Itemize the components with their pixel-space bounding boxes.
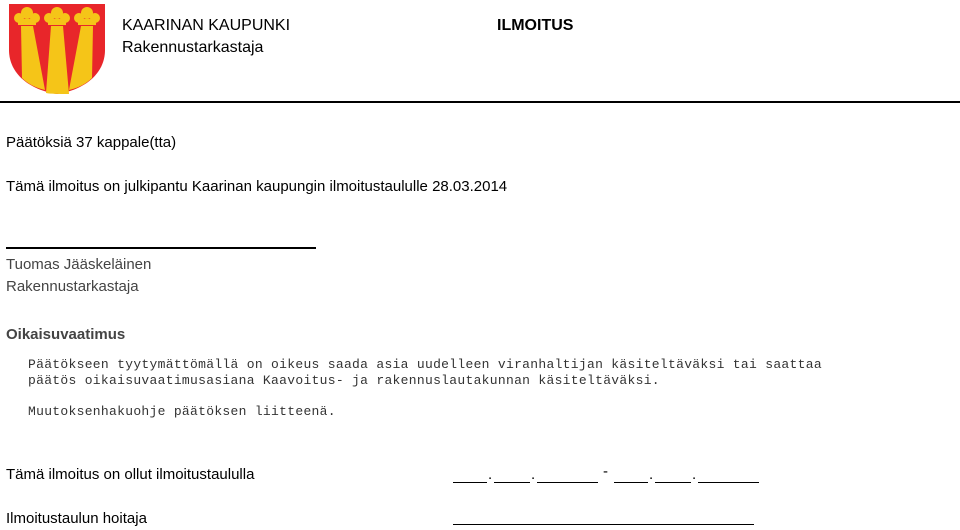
date-dot: .: [531, 466, 536, 483]
signer-title: Rakennustarkastaja: [6, 278, 139, 295]
appeal-text-line3: Muutoksenhakuohje päätöksen liitteenä.: [28, 404, 336, 419]
city-name: KAARINAN KAUPUNKI: [122, 17, 291, 34]
signature-line: [6, 247, 316, 249]
header-divider: [0, 101, 960, 103]
department-name: Rakennustarkastaja: [122, 39, 264, 56]
start-month-blank: [494, 482, 530, 483]
start-year-blank: [537, 482, 598, 483]
date-dot: .: [692, 466, 697, 483]
keeper-label: Ilmoitustaulun hoitaja: [6, 510, 147, 527]
appeal-text-line1: Päätökseen tyytymättömällä on oikeus saada asia uudelleen viranhaltijan käsiteltäväksi tai saattaa: [28, 357, 822, 372]
date-dot: .: [488, 466, 493, 483]
signer-name: Tuomas Jääskeläinen: [6, 256, 152, 273]
period-label: Tämä ilmoitus on ollut ilmoitustaululla: [6, 466, 255, 483]
appeal-text-line2: päätös oikaisuvaatimusasiana Kaavoitus- ja rakennuslautakunnan käsiteltäväksi.: [28, 373, 660, 388]
start-day-blank: [453, 482, 487, 483]
end-year-blank: [698, 482, 759, 483]
end-day-blank: [614, 482, 648, 483]
kaarina-coat-of-arms-icon: [6, 2, 108, 96]
range-dash: -: [603, 463, 608, 480]
date-dot: .: [649, 466, 654, 483]
appeal-heading: Oikaisuvaatimus: [6, 326, 126, 343]
end-month-blank: [655, 482, 691, 483]
posted-line: Tämä ilmoitus on julkipantu Kaarinan kaupungin ilmoitustaululle 28.03.2014: [6, 178, 508, 195]
decision-count: Päätöksiä 37 kappale(tta): [6, 134, 177, 151]
notice-label: ILMOITUS: [497, 17, 574, 34]
keeper-signature-blank: [453, 524, 754, 525]
